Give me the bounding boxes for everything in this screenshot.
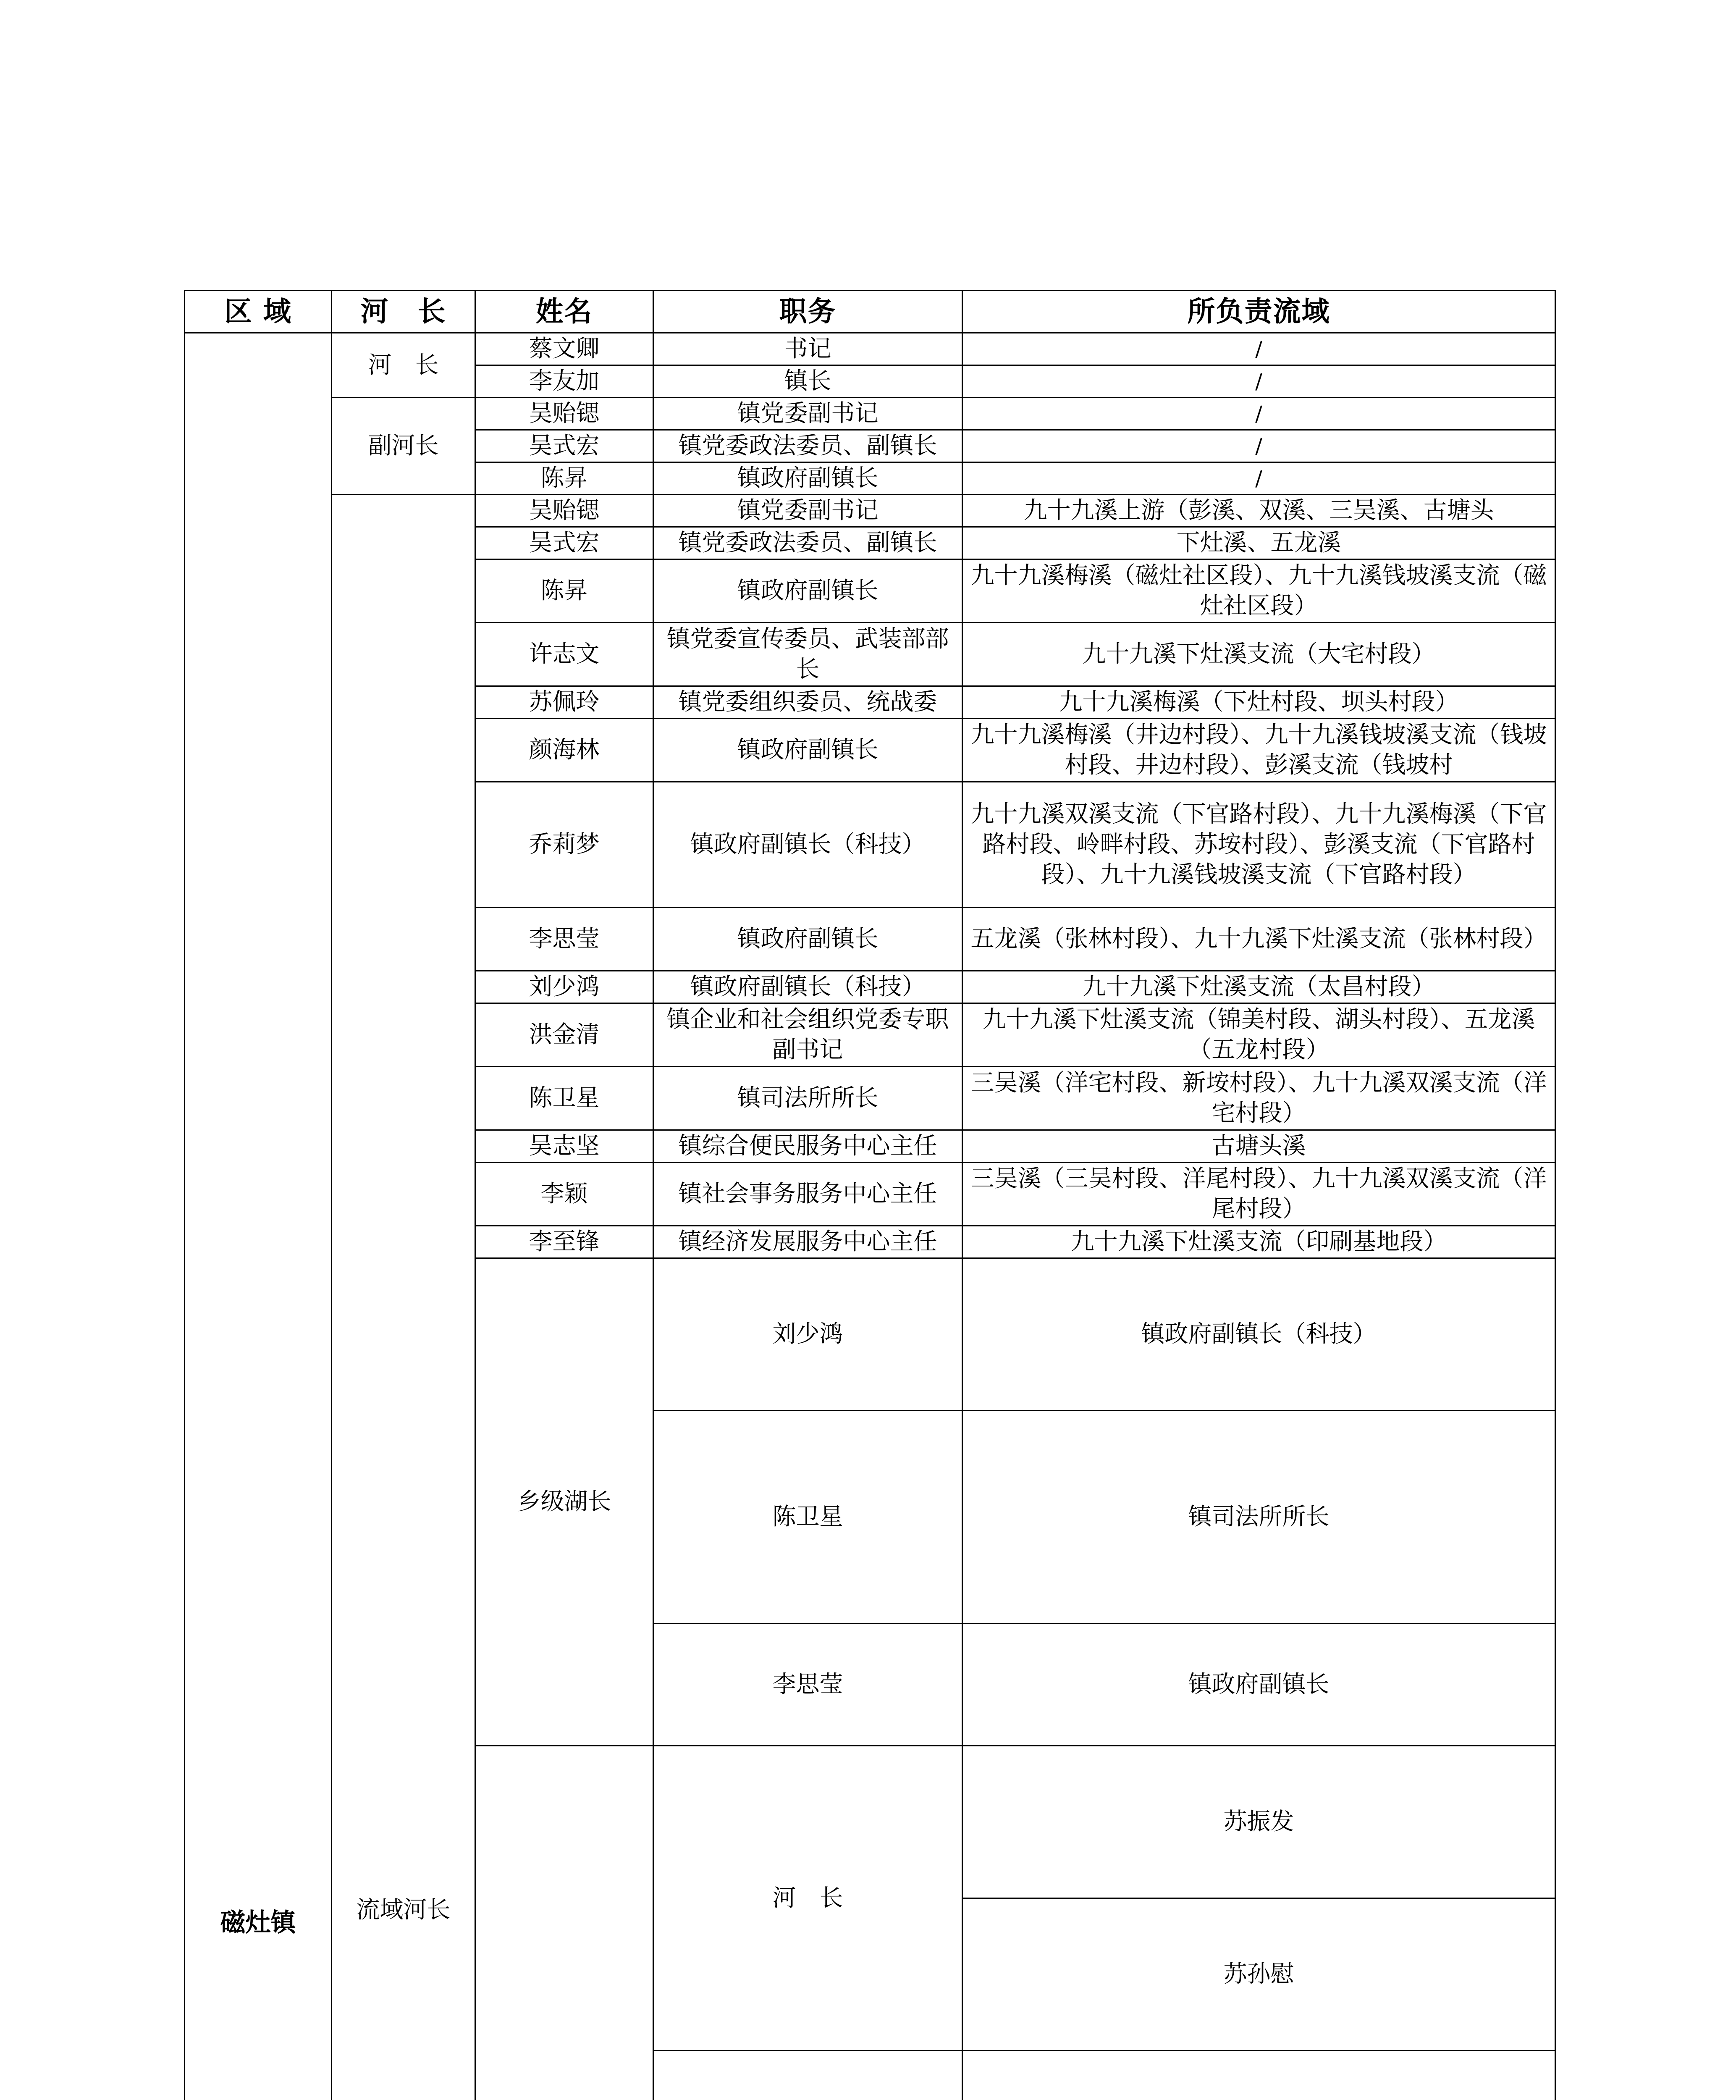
title-cell: 镇企业和社会组织党委专职副书记 bbox=[653, 1003, 962, 1067]
header-role: 河 长 bbox=[332, 291, 475, 333]
area-cell: 三吴溪（三吴村段、洋尾村段）、九十九溪双溪支流（洋尾村段） bbox=[962, 1163, 1555, 1226]
header-region: 区 域 bbox=[185, 291, 332, 333]
title-cell: 镇党委副书记 bbox=[653, 495, 962, 527]
title-cell: 镇政府副镇长（科技） bbox=[962, 1258, 1555, 1411]
table-row bbox=[185, 398, 1555, 430]
name-cell: 陈昇 bbox=[475, 559, 653, 623]
title-cell: 镇政府副镇长 bbox=[653, 462, 962, 495]
area-cell: / bbox=[962, 462, 1555, 495]
area-cell: 九十九溪下灶溪支流（印刷基地段） bbox=[962, 1226, 1555, 1258]
name-cell: 吴贻锶 bbox=[475, 495, 653, 527]
region-cell: 磁灶镇 bbox=[185, 333, 332, 2100]
title-cell: 镇党委宣传委员、武装部部长 bbox=[653, 623, 962, 686]
title-cell: 镇司法所所长 bbox=[962, 1411, 1555, 1624]
area-cell: / bbox=[962, 365, 1555, 398]
area-cell: 下灶溪、五龙溪 bbox=[962, 527, 1555, 559]
title-cell: 镇社会事务服务中心主任 bbox=[653, 1163, 962, 1226]
name-cell: 李颖 bbox=[475, 1163, 653, 1226]
name-cell: 吴式宏 bbox=[475, 430, 653, 462]
name-cell: 吴贻锶 bbox=[475, 398, 653, 430]
name-cell: 刘少鸿 bbox=[475, 971, 653, 1003]
name-cell: 李思莹 bbox=[653, 1624, 962, 1746]
name-cell: 苏孙慰 bbox=[962, 1898, 1555, 2051]
header-area: 所负责流域 bbox=[962, 291, 1555, 333]
area-cell: / bbox=[962, 333, 1555, 365]
region-cell bbox=[475, 1746, 653, 2100]
name-cell: 颜海林 bbox=[475, 719, 653, 782]
title-cell: 镇政府副镇长 bbox=[653, 559, 962, 623]
name-cell: 李至锋 bbox=[475, 1226, 653, 1258]
name-cell: 苏佩玲 bbox=[475, 686, 653, 719]
title-cell: 书记 bbox=[653, 333, 962, 365]
area-cell: 九十九溪下灶溪支流（太昌村段） bbox=[962, 971, 1555, 1003]
area-cell: / bbox=[962, 430, 1555, 462]
area-cell: / bbox=[962, 398, 1555, 430]
area-cell: 古塘头溪 bbox=[962, 1130, 1555, 1163]
name-cell: 洪金清 bbox=[475, 1003, 653, 1067]
title-cell: 镇综合便民服务中心主任 bbox=[653, 1130, 962, 1163]
name-cell bbox=[962, 2051, 1555, 2100]
header-name: 姓名 bbox=[475, 291, 653, 333]
role-cell: 流域河长 bbox=[332, 495, 475, 2100]
area-cell: 九十九溪梅溪（下灶村段、坝头村段） bbox=[962, 686, 1555, 719]
area-cell: 三吴溪（洋宅村段、新垵村段）、九十九溪双溪支流（洋宅村段） bbox=[962, 1067, 1555, 1130]
role-cell: 河 长 bbox=[332, 333, 475, 398]
area-cell: 九十九溪梅溪（井边村段）、九十九溪钱坡溪支流（钱坡村段、井边村段）、彭溪支流（钱坡村 bbox=[962, 719, 1555, 782]
river-chief-table bbox=[184, 290, 1556, 2100]
name-cell: 李友加 bbox=[475, 365, 653, 398]
area-cell: 九十九溪上游（彭溪、双溪、三吴溪、古塘头 bbox=[962, 495, 1555, 527]
title-cell: 镇政府副镇长 bbox=[653, 908, 962, 971]
area-cell: 九十九溪下灶溪支流（大宅村段） bbox=[962, 623, 1555, 686]
title-cell: 镇党委政法委员、副镇长 bbox=[653, 527, 962, 559]
title-cell: 镇经济发展服务中心主任 bbox=[653, 1226, 962, 1258]
header-title: 职务 bbox=[653, 291, 962, 333]
area-cell: 九十九溪双溪支流（下官路村段）、九十九溪梅溪（下官路村段、岭畔村段、苏垵村段）、彭溪支流（下官路村段）、九十九溪钱坡溪支流（下官路村段） bbox=[962, 782, 1555, 908]
name-cell: 李思莹 bbox=[475, 908, 653, 971]
name-cell: 苏振发 bbox=[962, 1746, 1555, 1898]
title-cell: 镇政府副镇长（科技） bbox=[653, 782, 962, 908]
name-cell: 刘少鸿 bbox=[653, 1258, 962, 1411]
title-cell: 镇党委政法委员、副镇长 bbox=[653, 430, 962, 462]
role-cell: 乡级湖长 bbox=[475, 1258, 653, 1746]
title-cell: 镇政府副镇长（科技） bbox=[653, 971, 962, 1003]
table-header-row bbox=[185, 291, 1555, 333]
title-cell: 镇长 bbox=[653, 365, 962, 398]
name-cell: 陈卫星 bbox=[653, 1411, 962, 1624]
title-cell: 镇党委组织委员、统战委 bbox=[653, 686, 962, 719]
role-cell bbox=[653, 2051, 962, 2100]
area-cell: 九十九溪梅溪（磁灶社区段）、九十九溪钱坡溪支流（磁灶社区段） bbox=[962, 559, 1555, 623]
name-cell: 许志文 bbox=[475, 623, 653, 686]
table-row bbox=[185, 495, 1555, 527]
name-cell: 陈昇 bbox=[475, 462, 653, 495]
title-cell: 镇政府副镇长 bbox=[653, 719, 962, 782]
title-cell: 镇党委副书记 bbox=[653, 398, 962, 430]
table-row bbox=[185, 333, 1555, 365]
name-cell: 蔡文卿 bbox=[475, 333, 653, 365]
area-cell: 九十九溪下灶溪支流（锦美村段、湖头村段）、五龙溪（五龙村段） bbox=[962, 1003, 1555, 1067]
name-cell: 乔莉梦 bbox=[475, 782, 653, 908]
title-cell: 镇司法所所长 bbox=[653, 1067, 962, 1130]
area-cell: 五龙溪（张林村段）、九十九溪下灶溪支流（张林村段） bbox=[962, 908, 1555, 971]
role-cell: 副河长 bbox=[332, 398, 475, 495]
name-cell: 陈卫星 bbox=[475, 1067, 653, 1130]
role-cell: 河 长 bbox=[653, 1746, 962, 2051]
title-cell: 镇政府副镇长 bbox=[962, 1624, 1555, 1746]
name-cell: 吴志坚 bbox=[475, 1130, 653, 1163]
table-body bbox=[185, 333, 1555, 2100]
name-cell: 吴式宏 bbox=[475, 527, 653, 559]
